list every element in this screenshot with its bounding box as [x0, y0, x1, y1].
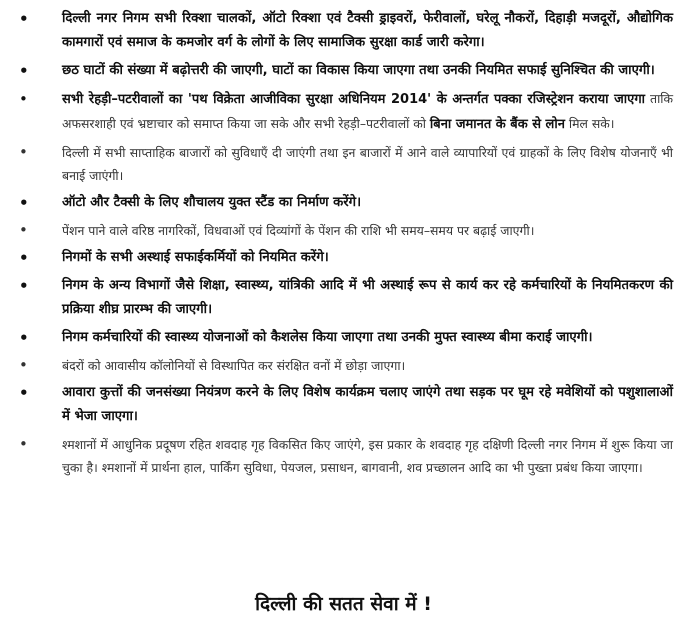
bold-text: निगम के अन्य विभागों जैसे शिक्षा, स्वास्थ्य, यांत्रिकी आदि में भी अस्थाई रूप से कार्य कर रहे कर्मचारियों के नियमितकरण की प्रक्रिया शीघ्र प्रारम्भ की जाएगी।	[62, 278, 673, 317]
manifesto-point	[0, 354, 687, 377]
bold-text: सभी रेहड़ी–पटरीवालों का 'पथ विक्रेता आजीविका सुरक्षा अधिनियम 2014' के अन्तर्गत पक्का रजिस्ट्रेशन कराया जाएगा	[62, 92, 646, 107]
bullet-icon: •	[19, 10, 29, 28]
bullet-icon: •	[19, 249, 29, 267]
regular-text: श्मशानों में आधुनिक प्रदूषण रहित शवदाह गृह विकसित किए जाएंगे, इस प्रकार के शवदाह गृह दक्षिणी दिल्ली नगर निगम में शुरू किया जा चुका है। श्मशानों में प्रार्थना हाल, पार्किंग सुविधा, पेयजल, प्रसाधन, बागवानी, शव प्रच्छालन आदि का भी पुख्ता प्रबंध किया जाएगा।	[62, 437, 673, 475]
regular-text: बंदरों को आवासीय कॉलोनियों से विस्थापित कर संरक्षित वनों में छोड़ा जाएगा।	[62, 358, 406, 373]
manifesto-point	[0, 326, 687, 350]
regular-text: पेंशन पाने वाले वरिष्ठ नागरिकों, विधवाओं एवं दिव्यांगों के पेंशन की राशि भी समय–समय पर बढ़ाई जाएगी।	[62, 223, 535, 238]
manifesto-point	[0, 7, 687, 55]
bullet-icon: •	[19, 143, 28, 161]
manifesto-point	[0, 381, 687, 429]
bullet-icon: •	[19, 62, 29, 80]
bullet-icon: •	[19, 329, 29, 347]
closing-slogan: दिल्ली की सतत सेवा में !	[255, 593, 432, 615]
manifesto-point	[0, 433, 687, 479]
bold-text: निगम कर्मचारियों की स्वास्थ्य योजनाओं को कैशलेस किया जाएगा तथा उनकी मुफ्त स्वास्थ्य बीमा कराई जाएगी।	[62, 330, 593, 345]
bullet-icon: •	[19, 221, 28, 239]
manifesto-point	[0, 274, 687, 322]
manifesto-point	[0, 59, 687, 83]
regular-text: दिल्ली में सभी साप्ताहिक बाजारों को सुविधाएँ दी जाएंगी तथा इन बाजारों में आने वाले व्यापारियों एवं ग्राहकों के लिए विशेष योजनाएँ भी बनाई जाएंगी।	[62, 145, 673, 183]
bold-text: बिना जमानत के बैंक से लोन	[429, 117, 565, 132]
bold-text: आवारा कुत्तों की जनसंख्या नियंत्रण करने के लिए विशेष कार्यक्रम चलाए जाएंगे तथा सड़क पर घूम रहे मवेशियों को पशुशालाओं में भेजा जाएगा।	[62, 385, 673, 424]
bullet-icon: •	[19, 90, 28, 108]
bold-text: निगमों के सभी अस्थाई सफाईकर्मियों को नियमित करेंगे।	[62, 250, 329, 265]
bold-text: ऑटो और टैक्सी के लिए शौचालय युक्त स्टैंड का निर्माण करेंगे।	[62, 195, 362, 210]
bullet-icon: •	[19, 356, 28, 374]
manifesto-point	[0, 191, 687, 215]
manifesto-point	[0, 246, 687, 270]
regular-text: ताकि अफसरशाही एवं भ्रष्टाचार को समाप्त किया जा सके और सभी रेहड़ी–पटरीवालों को	[62, 91, 674, 131]
bullet-icon: •	[19, 194, 29, 212]
manifesto-point	[0, 141, 687, 187]
bullet-icon: •	[19, 277, 29, 295]
bullet-icon: •	[19, 435, 28, 453]
bold-text: दिल्ली नगर निगम सभी रिक्शा चालकों, ऑटो रिक्शा एवं टैक्सी ड्राइवरों, फेरीवालों, घरेलू नौकरों, दिहाड़ी मजदूरों, औद्योगिक कामगारों एवं समाज के कमजोर वर्ग के लोगों के लिए सामाजिक सुरक्षा कार्ड जारी करेगा।	[62, 11, 673, 50]
regular-text: मिल सके।	[564, 116, 615, 131]
manifesto-point	[0, 87, 687, 137]
bold-text: छठ घाटों की संख्या में बढ़ोत्तरी की जाएगी, घाटों का विकास किया जाएगा तथा उनकी नियमित सफाई सुनिश्चित की जाएगी।	[62, 63, 655, 78]
manifesto-points-list	[0, 7, 687, 483]
bullet-icon: •	[19, 384, 29, 402]
manifesto-point	[0, 219, 687, 242]
